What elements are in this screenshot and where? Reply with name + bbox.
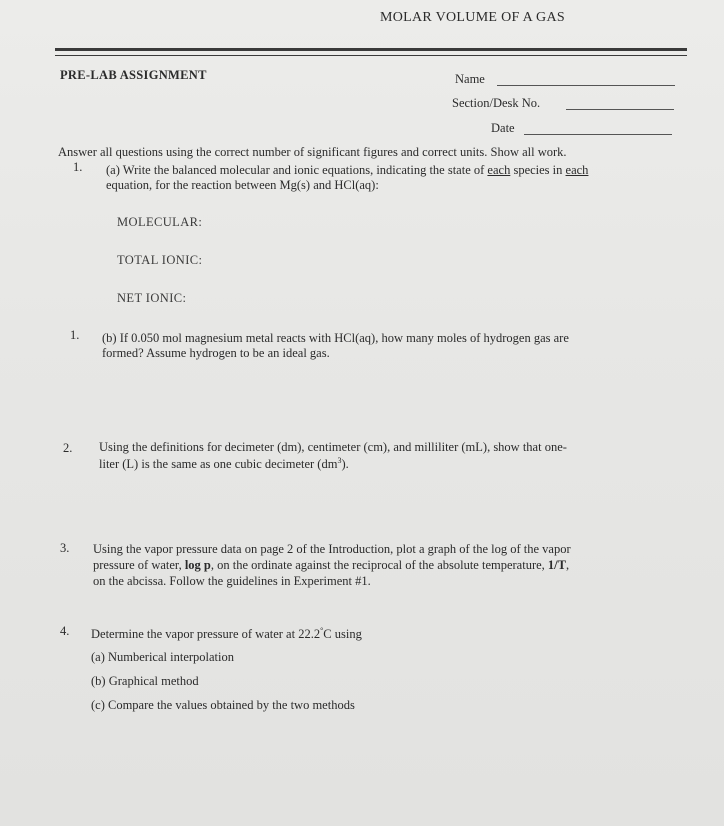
question-number: 2.	[63, 441, 73, 455]
net-ionic-label: NET IONIC:	[117, 291, 187, 305]
question-4-line1: Determine the vapor pressure of water at 22.2°C using	[91, 626, 362, 642]
section-heading: PRE-LAB ASSIGNMENT	[60, 68, 207, 82]
question-3-line1: Using the vapor pressure data on page 2 of the Introduction, plot a graph of the log of the vapor	[93, 542, 571, 556]
header-rule-thin	[55, 55, 687, 56]
question-1b-line1: (b) If 0.050 mol magnesium metal reacts with HCl(aq), how many moles of hydrogen gas are	[102, 331, 569, 345]
name-field-line[interactable]	[497, 85, 675, 86]
question-4-part-c: (c) Compare the values obtained by the two methods	[91, 698, 355, 712]
question-1a-line1: (a) Write the balanced molecular and ionic equations, indicating the state of each species in each	[106, 163, 589, 177]
question-4-part-a: (a) Numberical interpolation	[91, 650, 234, 664]
question-2-line2: liter (L) is the same as one cubic decimeter $(dm^3)$.	[99, 456, 349, 472]
question-1b-line2: formed? Assume hydrogen to be an ideal gas.	[102, 346, 330, 360]
instructions-text: Answer all questions using the correct number of significant figures and correct units. Show all work.	[58, 145, 567, 159]
question-1a-line2: equation, for the reaction between Mg(s) and HCl(aq):	[106, 178, 379, 192]
question-3-line3: on the abcissa. Follow the guidelines in Experiment #1.	[93, 574, 371, 588]
question-3-line2: pressure of water, log p, on the ordinate against the reciprocal of the absolute temperature, 1/T,	[93, 558, 570, 572]
question-2-line1: Using the definitions for decimeter (dm), centimeter (cm), and milliliter (mL), show that one-	[99, 440, 567, 454]
section-desk-field-line[interactable]	[566, 109, 674, 110]
date-label: Date	[491, 121, 515, 135]
document-title: MOLAR VOLUME OF A GAS	[380, 10, 565, 25]
molecular-label: MOLECULAR:	[117, 215, 203, 229]
total-ionic-label: TOTAL IONIC:	[117, 253, 203, 267]
name-label: Name	[455, 72, 485, 86]
question-number: 4.	[60, 624, 70, 638]
question-number: 1.	[73, 160, 83, 174]
question-number: 3.	[60, 541, 70, 555]
header-rule-thick	[55, 48, 687, 51]
question-number: 1.	[70, 328, 80, 342]
date-field-line[interactable]	[524, 134, 672, 135]
section-desk-label: Section/Desk No.	[452, 96, 541, 110]
question-4-part-b: (b) Graphical method	[91, 674, 199, 688]
